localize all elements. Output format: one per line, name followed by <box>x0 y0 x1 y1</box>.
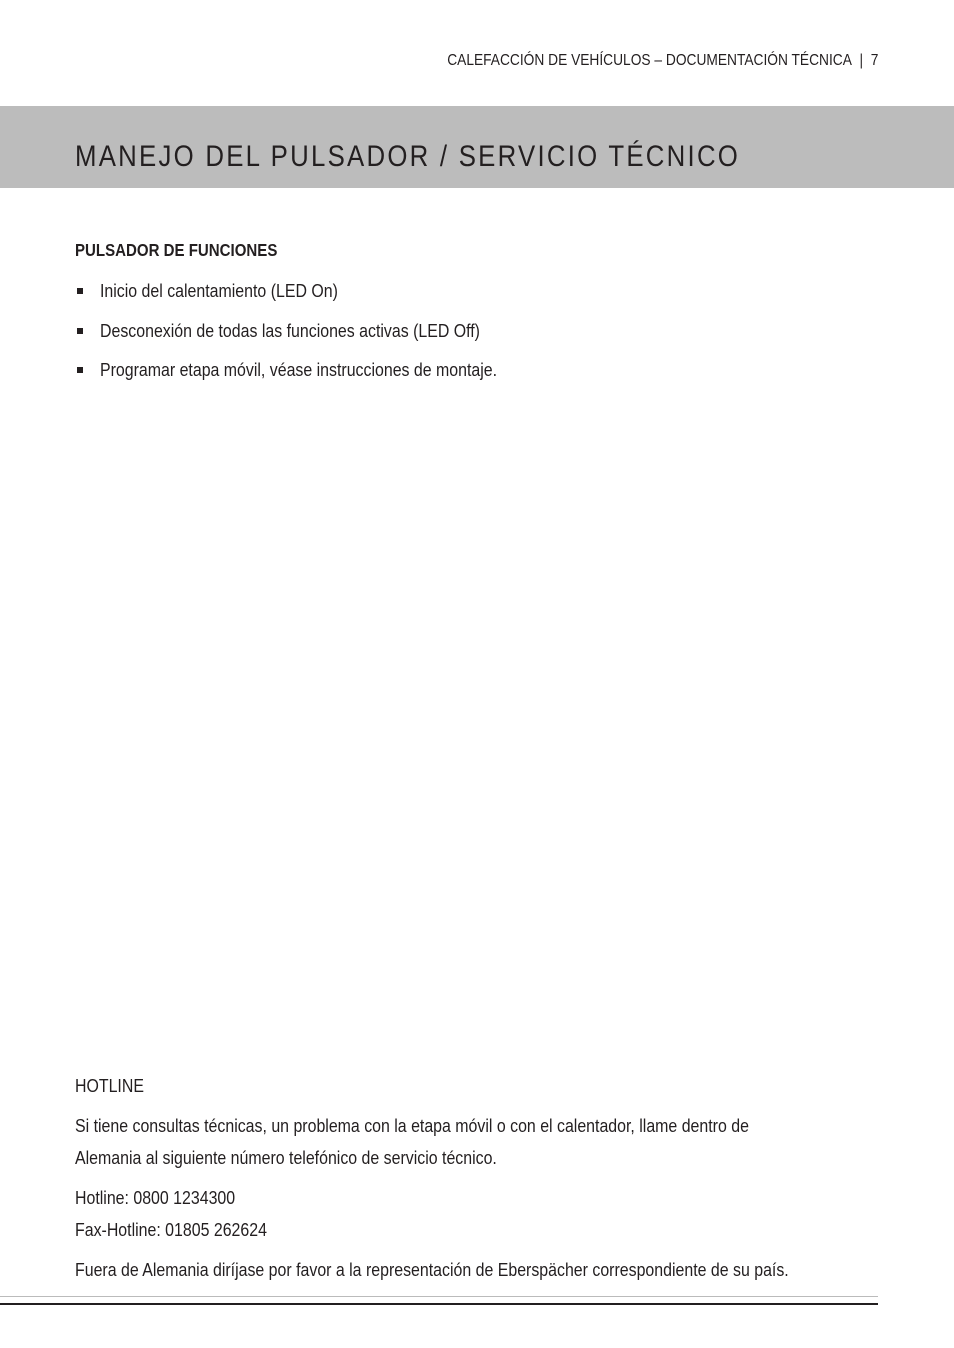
hotline-intro-2: Alemania al siguiente número telefónico de servicio técnico. <box>75 1147 497 1168</box>
footer-rule-thin <box>0 1296 878 1297</box>
fax-hotline-number: Fax-Hotline: 01805 262624 <box>75 1219 267 1240</box>
bullet-icon <box>77 367 83 373</box>
section-heading: PULSADOR DE FUNCIONES <box>75 240 278 260</box>
list-item: Inicio del calentamiento (LED On) <box>75 280 562 320</box>
hotline-heading: HOTLINE <box>75 1075 144 1096</box>
function-list <box>75 280 562 399</box>
outside-germany-note: Fuera de Alemania diríjase por favor a la representación de Eberspächer correspondiente de su país. <box>75 1259 789 1280</box>
list-item: Programar etapa móvil, véase instrucciones de montaje. <box>75 359 562 399</box>
bullet-icon <box>77 328 83 334</box>
list-item: Desconexión de todas las funciones activas (LED Off) <box>75 320 562 360</box>
hotline-intro-1: Si tiene consultas técnicas, un problema con la etapa móvil o con el calentador, llame dentro de <box>75 1115 749 1136</box>
separator: | <box>859 52 863 69</box>
hotline-number: Hotline: 0800 1234300 <box>75 1187 236 1208</box>
running-header <box>377 52 878 70</box>
running-title: CALEFACCIÓN DE VEHÍCULOS – DOCUMENTACIÓN TÉCNICA <box>446 52 852 69</box>
hotline-section <box>75 1070 905 1294</box>
footer-rule-thick <box>0 1303 878 1305</box>
page-number: 7 <box>870 52 878 69</box>
page-title: MANEJO DEL PULSADOR / SERVICIO TÉCNICO <box>75 140 741 173</box>
bullet-icon <box>77 288 83 294</box>
